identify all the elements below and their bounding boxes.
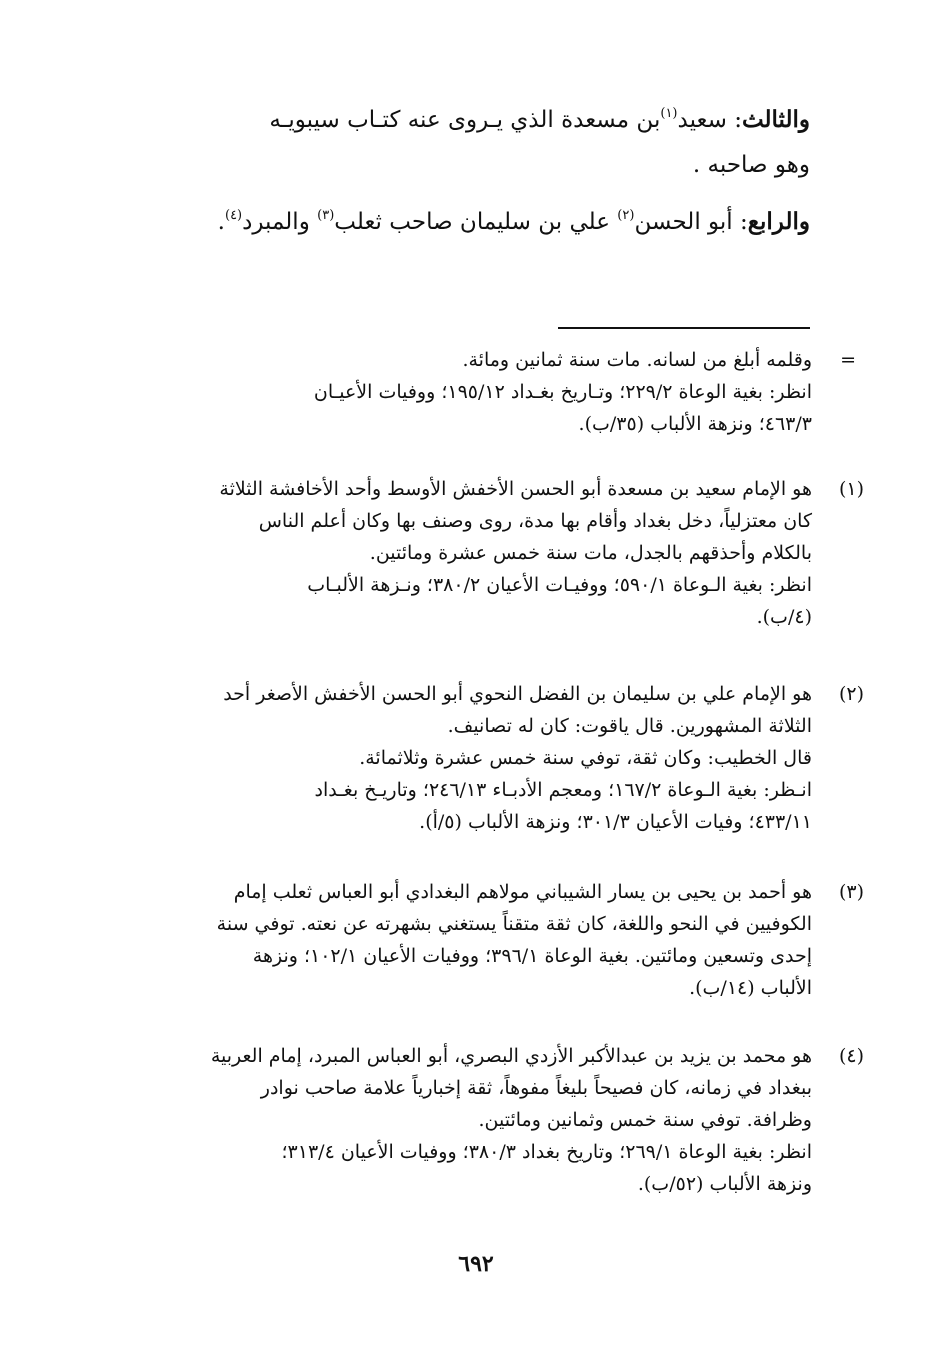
footnote-separator [558, 327, 810, 329]
footnote-line: الثلاثة المشهورين. قال ياقوت: كان له تصانيف. [447, 715, 812, 737]
footnote-ref-4: (٤) [224, 208, 243, 223]
footnote-line: ونزهة الألباب (٥٢/ب). [637, 1173, 812, 1195]
footnote-ref-3: (٣) [317, 208, 335, 223]
footnote-line: انظر: بغية الوعاة ٢٢٩/٢؛ وتـاريخ بغـداد ١٩٥/١٢؛ ووفيات الأعيـان [313, 381, 812, 403]
fourth-text-3: والمبرد [242, 209, 318, 235]
continuation-mark: = [840, 349, 856, 371]
footnote-line: هو الإمام علي بن سليمان بن الفضل النحوي أبو الحسن الأخفش الأصغر أحد [223, 683, 812, 705]
main-line-third [120, 103, 810, 137]
footnote-number: (٢) [838, 683, 864, 705]
fourth-label: والرابع [747, 208, 810, 235]
page-number: ٦٩٢ [458, 1251, 494, 1277]
fourth-text-1: : أبو الحسن [634, 209, 748, 235]
footnote-line: انـظر: بغية الـوعاة ١٦٧/٢؛ ومعجم الأدبـاء ٢٤٦/١٣؛ وتاريـخ بغـداد [314, 779, 812, 801]
main-line-fourth [120, 205, 810, 239]
footnote-line: هو الإمام سعيد بن مسعدة أبو الحسن الأخفش الأوسط وأحد الأخافشة الثلاثة [219, 478, 812, 500]
footnote-line: ببغداد في زمانه، كان فصيحاً بليغاً مفوهاً، ثقة إخبارياً علامة صاحب نوادر [260, 1077, 812, 1099]
fourth-end: . [217, 209, 225, 235]
third-text: بن مسعدة الذي يـروى عنه كتـاب سيبويـه [269, 107, 661, 133]
footnote-line: بالكلام وأحذقهم بالجدل، مات سنة خمس عشرة ومائتين. [369, 542, 812, 564]
footnote-line: هو أحمد بن يحيى بن يسار الشيباني مولاهم البغدادي أبو العباس ثعلب إمام [233, 881, 812, 903]
third-label: والثالث [741, 106, 810, 133]
footnote-line: انظر: بغية الوعاة ٢٦٩/١؛ وتاريخ بغداد ٣٨٠/٣؛ ووفيات الأعيان ٣١٣/٤؛ [281, 1141, 812, 1163]
footnote-ref-2: (٢) [617, 208, 635, 223]
footnote-line: (٤/ب). [756, 606, 812, 628]
footnote-line: ٤٦٣/٣؛ ونزهة الألباب (٣٥/ب). [578, 413, 812, 435]
footnote-line: وظرافة. توفي سنة خمس وثمانين ومائتين. [478, 1109, 812, 1131]
footnote-line: كان معتزلياً، دخل بغداد وأقام بها مدة، روى وصنف بها وكان أعلم الناس [258, 510, 812, 532]
footnote-1 [137, 473, 864, 633]
footnote-3 [137, 876, 864, 1004]
footnote-ref-1: (١) [660, 106, 678, 121]
footnote-line: انظر: بغية الـوعاة ٥٩٠/١؛ ووفيـات الأعيان ٣٨٠/٢؛ ونـزهة الألبـاب [307, 574, 812, 596]
footnote-4 [137, 1040, 864, 1200]
footnote-line: الكوفيين في النحو واللغة، كان ثقة متقناً يستغني بشهرته عن نعته. توفي سنة [216, 913, 812, 935]
footnote-number: (٤) [838, 1045, 864, 1067]
footnote-line: وقلمه أبلغ من لسانه. مات سنة ثمانين ومائة. [462, 349, 812, 371]
fourth-text-2: علي بن سليمان صاحب ثعلب [334, 209, 618, 235]
footnote-line: هو محمد بن يزيد بن عبدالأكبر الأزدي البصري، أبو العباس المبرد، إمام العربية [210, 1045, 812, 1067]
footnote-line: إحدى وتسعين ومائتين. بغية الوعاة ٣٩٦/١؛ ووفيات الأعيان ١٠٢/١؛ ونزهة [252, 945, 812, 967]
footnote-line: قال الخطيب: وكان ثقة، توفي سنة خمس عشرة وثلاثمائة. [359, 747, 812, 769]
footnote-number: (٣) [838, 881, 864, 903]
footnote-continued [137, 344, 856, 440]
footnote-number: (١) [838, 478, 864, 500]
footnote-line: ٤٣٣/١١؛ وفيات الأعيان ٣٠١/٣؛ ونزهة الألباب (٥/أ). [419, 811, 812, 833]
third-prefix: : سعيد [677, 107, 742, 133]
footnote-line: الألباب (١٤/ب). [689, 977, 812, 999]
third-continuation: وهو صاحبه . [692, 152, 810, 178]
footnote-2 [137, 678, 864, 838]
